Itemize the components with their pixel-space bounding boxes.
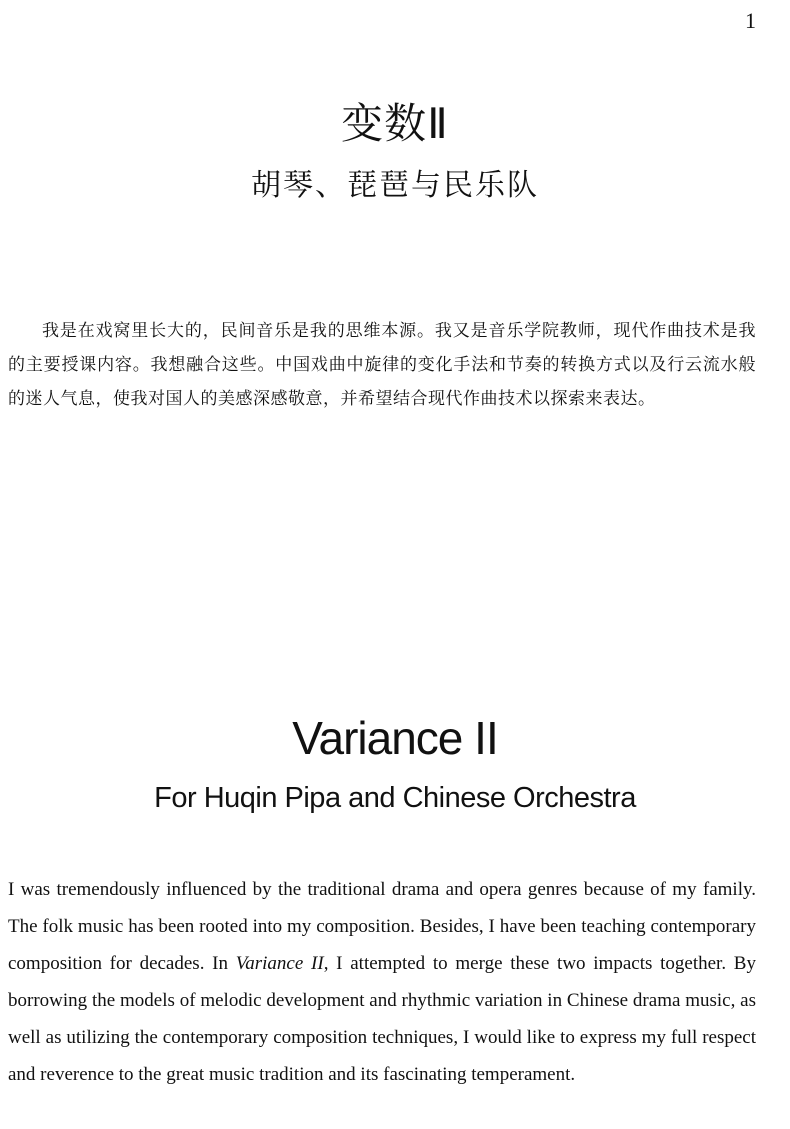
english-paragraph-text-2: , I attempted to merge these two impacts together. By borrowing the models of melodic development and rhythmic variation in Chinese drama music, as well as utilizing the contemporary composition techniques, I would like to express my full respect and reverence to the great music tradition and its fascinating temperament. bbox=[8, 953, 756, 1085]
chinese-paragraph: 我是在戏窝里长大的，民间音乐是我的思维本源。我又是音乐学院教师，现代作曲技术是我的主要授课内容。我想融合这些。中国戏曲中旋律的变化手法和节奏的转换方式以及行云流水般的迷人气息，使我对国人的美感深感敬意，并希望结合现代作曲技术以探索来表达。 bbox=[8, 321, 756, 409]
work-title-italic: Variance II bbox=[235, 953, 324, 974]
chinese-title: 变数Ⅱ bbox=[341, 99, 449, 148]
english-paragraph bbox=[8, 871, 756, 1093]
english-paragraph-text-1: I was tremendously influenced by the traditional drama and opera genres because of my family. The folk music has been rooted into my composition. Besides, I have been teaching contemporary composition for decades. In bbox=[8, 879, 756, 974]
english-subtitle: For Huqin Pipa and Chinese Orchestra bbox=[154, 782, 636, 814]
chinese-subtitle: 胡琴、琵琶与民乐队 bbox=[251, 168, 539, 203]
english-title: Variance II bbox=[292, 712, 498, 764]
page-number: 1 bbox=[745, 8, 756, 33]
